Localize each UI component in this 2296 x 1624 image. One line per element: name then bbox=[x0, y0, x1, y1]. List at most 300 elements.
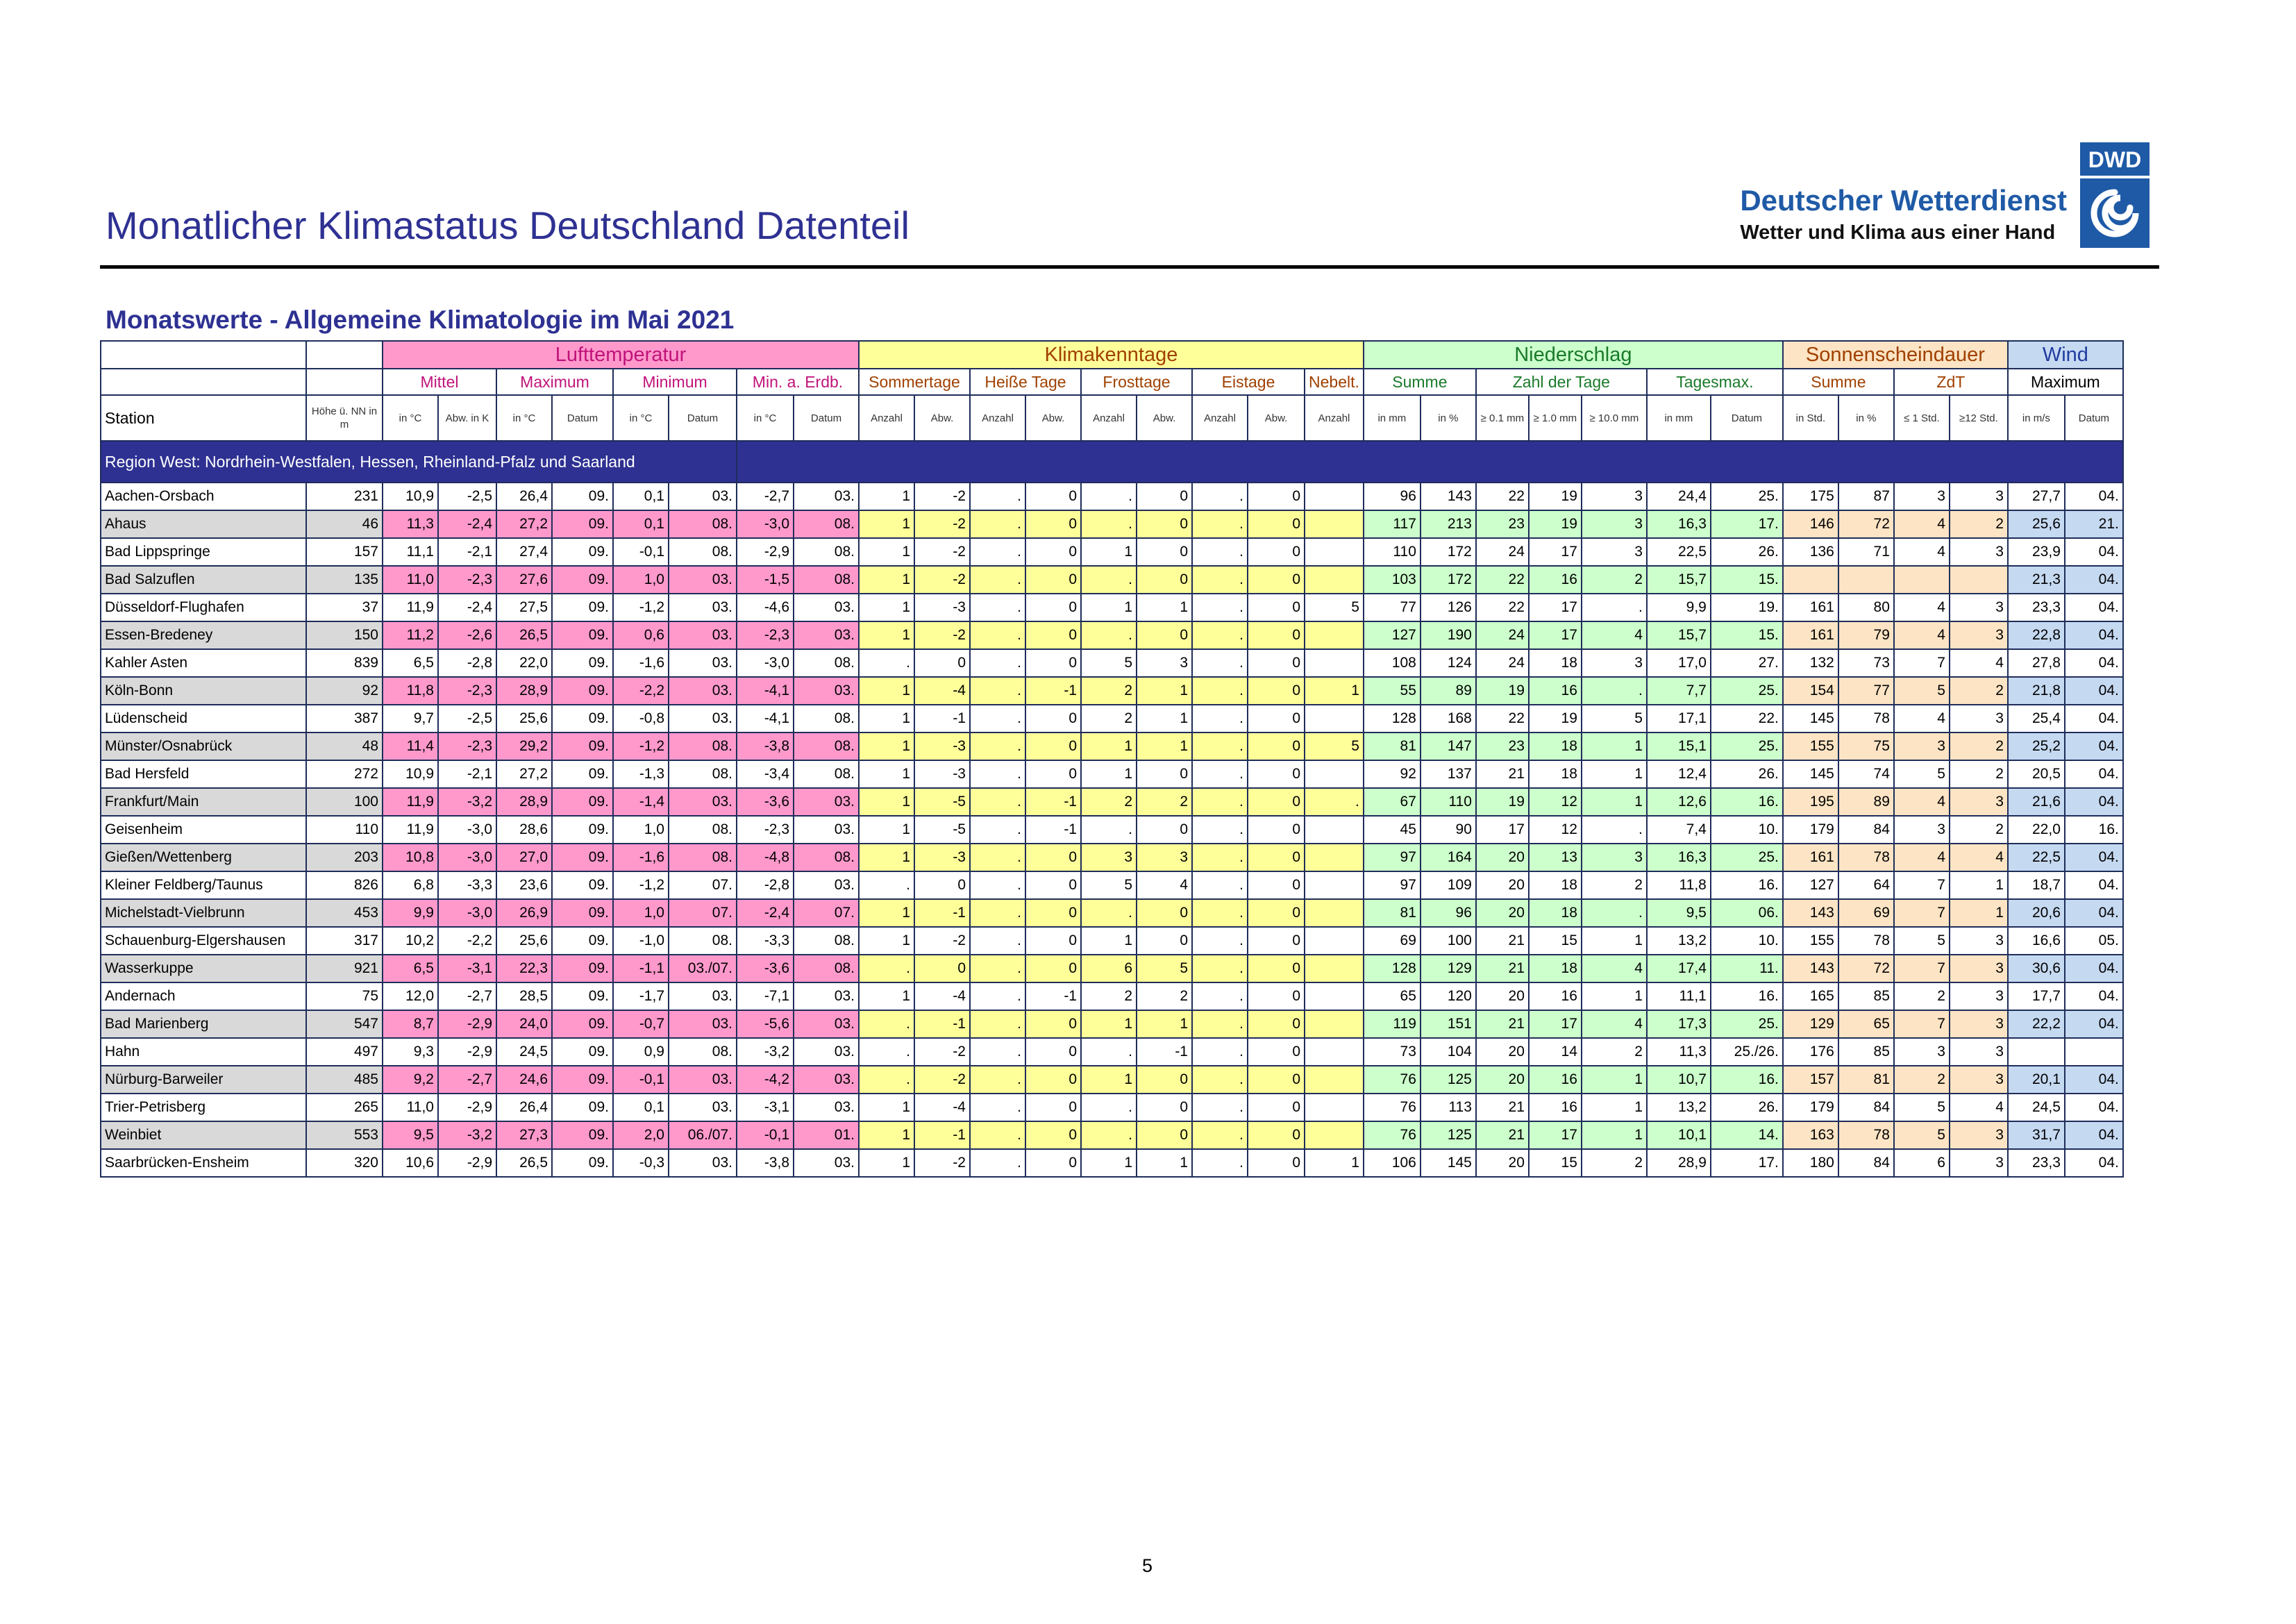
table-cell: 04. bbox=[2065, 649, 2123, 677]
table-cell: 89 bbox=[1421, 677, 1476, 705]
table-cell: 161 bbox=[1783, 621, 1838, 649]
table-cell: 0 bbox=[1025, 1149, 1081, 1177]
table-cell bbox=[1305, 927, 1364, 955]
table-cell: 20 bbox=[1476, 844, 1529, 871]
table-cell: 25. bbox=[1711, 483, 1783, 510]
table-cell: -0,1 bbox=[613, 538, 669, 566]
table-cell: 1 bbox=[1582, 760, 1647, 788]
table-cell: 0 bbox=[1248, 899, 1305, 927]
table-cell: 3 bbox=[1582, 483, 1647, 510]
table-cell: . bbox=[1081, 899, 1137, 927]
dwd-logo-name: Deutscher Wetterdienst bbox=[1740, 184, 2067, 217]
table-cell: 26. bbox=[1711, 760, 1783, 788]
table-cell: -2,9 bbox=[438, 1094, 496, 1121]
table-cell: 03. bbox=[669, 1094, 737, 1121]
station-name: Trier-Petrisberg bbox=[101, 1094, 306, 1121]
table-cell: 4 bbox=[1950, 844, 2008, 871]
table-cell: 0 bbox=[1025, 844, 1081, 871]
station-name: Schauenburg-Elgershausen bbox=[101, 927, 306, 955]
table-cell: 17,4 bbox=[1647, 955, 1711, 982]
table-cell: -4 bbox=[914, 677, 970, 705]
table-cell: 0 bbox=[1248, 1066, 1305, 1094]
table-cell: -1,6 bbox=[613, 649, 669, 677]
table-row bbox=[101, 1094, 2123, 1121]
table-cell: 18 bbox=[1529, 760, 1582, 788]
table-cell: -1,5 bbox=[737, 566, 794, 594]
table-cell: 03. bbox=[794, 677, 859, 705]
table-cell: 145 bbox=[1421, 1149, 1476, 1177]
table-cell: 3 bbox=[1950, 538, 2008, 566]
table-cell: 07. bbox=[669, 871, 737, 899]
table-cell: 27,2 bbox=[496, 760, 552, 788]
table-cell: 17,0 bbox=[1647, 649, 1711, 677]
table-cell: 4 bbox=[1950, 1094, 2008, 1121]
unit-header: Anzahl bbox=[1081, 395, 1137, 441]
table-cell: 08. bbox=[794, 844, 859, 871]
table-cell: 12 bbox=[1529, 788, 1582, 816]
table-cell: . bbox=[970, 982, 1025, 1010]
table-cell: 08. bbox=[669, 844, 737, 871]
table-cell: . bbox=[859, 1038, 914, 1066]
table-row bbox=[101, 1038, 2123, 1066]
unit-header: ≥12 Std. bbox=[1950, 395, 2008, 441]
subheader-wind-maximum: Maximum bbox=[2008, 369, 2123, 395]
table-cell: -0,3 bbox=[613, 1149, 669, 1177]
table-cell: 16,3 bbox=[1647, 510, 1711, 538]
table-cell: 19. bbox=[1711, 594, 1783, 621]
table-cell: 190 bbox=[1421, 621, 1476, 649]
unit-header: ≥ 0.1 mm bbox=[1476, 395, 1529, 441]
table-cell: -2,6 bbox=[438, 621, 496, 649]
table-cell: 27,4 bbox=[496, 538, 552, 566]
table-cell: . bbox=[1305, 788, 1364, 816]
table-cell: . bbox=[1081, 510, 1137, 538]
table-cell: . bbox=[1192, 899, 1248, 927]
table-cell: 24,5 bbox=[496, 1038, 552, 1066]
table-cell: . bbox=[970, 816, 1025, 844]
table-cell: -1 bbox=[914, 899, 970, 927]
table-cell: 20,6 bbox=[2008, 899, 2065, 927]
table-cell: 2 bbox=[1950, 733, 2008, 760]
table-cell: -2,1 bbox=[438, 538, 496, 566]
table-cell: 04. bbox=[2065, 566, 2123, 594]
table-cell: 2 bbox=[1137, 982, 1192, 1010]
table-cell: 103 bbox=[1364, 566, 1421, 594]
table-cell: 23,3 bbox=[2008, 594, 2065, 621]
table-cell: 22 bbox=[1476, 566, 1529, 594]
table-cell: 4 bbox=[1137, 871, 1192, 899]
table-cell: 10,6 bbox=[383, 1149, 438, 1177]
table-cell: . bbox=[1081, 1038, 1137, 1066]
table-cell: 0 bbox=[1025, 899, 1081, 927]
table-cell: 3 bbox=[1950, 1010, 2008, 1038]
subheader-eistage: Eistage bbox=[1192, 369, 1305, 395]
subheader-nebeltage: Nebelt. bbox=[1305, 369, 1364, 395]
table-cell: . bbox=[1192, 677, 1248, 705]
table-cell: 03. bbox=[794, 621, 859, 649]
table-cell: 0 bbox=[1248, 871, 1305, 899]
table-cell: . bbox=[970, 927, 1025, 955]
table-cell: 96 bbox=[1364, 483, 1421, 510]
table-cell: 4 bbox=[1894, 538, 1950, 566]
header-rule bbox=[100, 265, 2159, 269]
table-cell bbox=[1305, 760, 1364, 788]
table-cell: 24,6 bbox=[496, 1066, 552, 1094]
table-cell: 0 bbox=[1137, 760, 1192, 788]
table-cell: 25,6 bbox=[496, 705, 552, 733]
table-cell: 0 bbox=[1025, 955, 1081, 982]
table-cell: 89 bbox=[1838, 788, 1894, 816]
table-cell: . bbox=[1192, 538, 1248, 566]
station-name: Kleiner Feldberg/Taunus bbox=[101, 871, 306, 899]
table-cell: 15. bbox=[1711, 621, 1783, 649]
table-cell: 11,4 bbox=[383, 733, 438, 760]
table-cell: 21 bbox=[1476, 1121, 1529, 1149]
table-cell: -2,2 bbox=[438, 927, 496, 955]
table-cell: 0 bbox=[1025, 649, 1081, 677]
table-cell: -3,2 bbox=[737, 1038, 794, 1066]
table-cell: 26,4 bbox=[496, 1094, 552, 1121]
table-cell: 07. bbox=[794, 899, 859, 927]
table-cell: 84 bbox=[1838, 1149, 1894, 1177]
table-cell: 15,1 bbox=[1647, 733, 1711, 760]
station-name: Essen-Bredeney bbox=[101, 621, 306, 649]
station-altitude: 92 bbox=[306, 677, 383, 705]
table-cell: 128 bbox=[1364, 955, 1421, 982]
table-cell: 176 bbox=[1783, 1038, 1838, 1066]
table-cell: 1 bbox=[1582, 1094, 1647, 1121]
table-cell: 18 bbox=[1529, 899, 1582, 927]
table-cell: 10,9 bbox=[383, 760, 438, 788]
table-cell: 1 bbox=[859, 677, 914, 705]
table-cell: 03. bbox=[669, 1149, 737, 1177]
table-cell: 4 bbox=[1582, 621, 1647, 649]
table-cell: 17 bbox=[1529, 621, 1582, 649]
table-cell: 03. bbox=[669, 621, 737, 649]
table-cell: -3,1 bbox=[438, 955, 496, 982]
station-name: Frankfurt/Main bbox=[101, 788, 306, 816]
table-cell: 78 bbox=[1838, 1121, 1894, 1149]
unit-header: in °C bbox=[613, 395, 669, 441]
unit-header: Abw. bbox=[1137, 395, 1192, 441]
station-altitude: 547 bbox=[306, 1010, 383, 1038]
station-name: Michelstadt-Vielbrunn bbox=[101, 899, 306, 927]
table-cell: 9,7 bbox=[383, 705, 438, 733]
table-cell: 03. bbox=[794, 788, 859, 816]
table-cell: 25. bbox=[1711, 733, 1783, 760]
unit-row bbox=[101, 395, 2123, 441]
table-cell: 09. bbox=[552, 483, 613, 510]
table-cell: 132 bbox=[1783, 649, 1838, 677]
table-cell: 1 bbox=[859, 594, 914, 621]
table-cell: 3 bbox=[1582, 844, 1647, 871]
table-cell: -3,2 bbox=[438, 788, 496, 816]
table-cell: 0 bbox=[1025, 621, 1081, 649]
table-cell: 26,5 bbox=[496, 621, 552, 649]
table-row bbox=[101, 621, 2123, 649]
table-cell: -3 bbox=[914, 844, 970, 871]
table-cell: 110 bbox=[1364, 538, 1421, 566]
table-cell: -3,8 bbox=[737, 733, 794, 760]
table-cell: -7,1 bbox=[737, 982, 794, 1010]
table-cell: 09. bbox=[552, 649, 613, 677]
table-cell: 04. bbox=[2065, 538, 2123, 566]
table-cell: -2,9 bbox=[438, 1010, 496, 1038]
table-cell: 04. bbox=[2065, 705, 2123, 733]
table-cell: 2 bbox=[1137, 788, 1192, 816]
table-cell: 81 bbox=[1364, 733, 1421, 760]
table-cell: 3 bbox=[1950, 594, 2008, 621]
table-cell: 0 bbox=[1248, 760, 1305, 788]
table-cell: 22. bbox=[1711, 705, 1783, 733]
table-cell: 1 bbox=[1582, 1121, 1647, 1149]
table-cell: . bbox=[1192, 1094, 1248, 1121]
table-cell: 04. bbox=[2065, 1149, 2123, 1177]
station-name: Nürburg-Barweiler bbox=[101, 1066, 306, 1094]
table-cell: 28,6 bbox=[496, 816, 552, 844]
station-altitude: 272 bbox=[306, 760, 383, 788]
table-cell: 5 bbox=[1894, 927, 1950, 955]
unit-header: ≤ 1 Std. bbox=[1894, 395, 1950, 441]
table-cell: 3 bbox=[1950, 955, 2008, 982]
table-cell: . bbox=[1192, 733, 1248, 760]
table-cell: 1 bbox=[1582, 1066, 1647, 1094]
station-header: Station bbox=[101, 395, 306, 441]
table-cell: 14 bbox=[1529, 1038, 1582, 1066]
table-cell: 146 bbox=[1783, 510, 1838, 538]
table-cell: -2,9 bbox=[737, 538, 794, 566]
table-cell: 09. bbox=[552, 1038, 613, 1066]
table-cell: 19 bbox=[1529, 483, 1582, 510]
table-cell: . bbox=[1081, 1094, 1137, 1121]
dwd-logo-icon bbox=[2080, 142, 2150, 248]
region-fill bbox=[737, 441, 2123, 483]
table-cell: 04. bbox=[2065, 1066, 2123, 1094]
table-cell: 108 bbox=[1364, 649, 1421, 677]
region-label: Region West: Nordrhein-Westfalen, Hessen, Rheinland-Pfalz und Saarland bbox=[101, 441, 737, 483]
table-cell: -4 bbox=[914, 982, 970, 1010]
table-cell: 1 bbox=[1081, 733, 1137, 760]
climate-table-wrapper bbox=[100, 340, 2124, 1178]
table-cell: 19 bbox=[1529, 510, 1582, 538]
table-cell: 19 bbox=[1476, 677, 1529, 705]
table-cell: 213 bbox=[1421, 510, 1476, 538]
table-row bbox=[101, 844, 2123, 871]
table-cell: -2,3 bbox=[438, 733, 496, 760]
table-cell: 18 bbox=[1529, 871, 1582, 899]
table-cell: -4,2 bbox=[737, 1066, 794, 1094]
table-cell: 109 bbox=[1421, 871, 1476, 899]
table-cell: . bbox=[1192, 1149, 1248, 1177]
table-cell: 3 bbox=[1582, 510, 1647, 538]
table-cell: 28,9 bbox=[496, 788, 552, 816]
table-cell: 1 bbox=[1582, 733, 1647, 760]
table-cell: 3 bbox=[1950, 483, 2008, 510]
unit-header: in % bbox=[1838, 395, 1894, 441]
table-cell: 2 bbox=[1950, 677, 2008, 705]
table-cell: 165 bbox=[1783, 982, 1838, 1010]
table-cell: 08. bbox=[794, 760, 859, 788]
table-cell: -2,1 bbox=[438, 760, 496, 788]
table-cell: 01. bbox=[794, 1121, 859, 1149]
unit-header: in °C bbox=[383, 395, 438, 441]
station-name: Bad Lippspringe bbox=[101, 538, 306, 566]
table-cell: 2 bbox=[1894, 1066, 1950, 1094]
table-cell: . bbox=[1192, 982, 1248, 1010]
table-cell: 03. bbox=[794, 594, 859, 621]
unit-header: Datum bbox=[1711, 395, 1783, 441]
table-cell: 69 bbox=[1364, 927, 1421, 955]
table-cell: 1 bbox=[859, 899, 914, 927]
table-cell: 72 bbox=[1838, 510, 1894, 538]
station-name: Andernach bbox=[101, 982, 306, 1010]
table-cell: -2,7 bbox=[438, 1066, 496, 1094]
station-altitude: 553 bbox=[306, 1121, 383, 1149]
table-cell: 29,2 bbox=[496, 733, 552, 760]
table-cell: 09. bbox=[552, 566, 613, 594]
table-cell: 4 bbox=[1894, 594, 1950, 621]
table-cell: 104 bbox=[1421, 1038, 1476, 1066]
table-cell: 168 bbox=[1421, 705, 1476, 733]
table-cell: 2 bbox=[1950, 510, 2008, 538]
table-cell: . bbox=[1582, 816, 1647, 844]
table-cell: 9,2 bbox=[383, 1066, 438, 1094]
table-cell: 0 bbox=[1025, 538, 1081, 566]
table-cell: 23 bbox=[1476, 733, 1529, 760]
table-cell: 7,4 bbox=[1647, 816, 1711, 844]
table-cell: 25,2 bbox=[2008, 733, 2065, 760]
table-cell: 0 bbox=[1025, 594, 1081, 621]
table-cell: 09. bbox=[552, 1149, 613, 1177]
table-cell: 0,1 bbox=[613, 483, 669, 510]
table-cell: . bbox=[970, 1066, 1025, 1094]
unit-header: Abw. bbox=[1248, 395, 1305, 441]
table-cell: 09. bbox=[552, 871, 613, 899]
table-cell: 96 bbox=[1421, 899, 1476, 927]
station-altitude: 497 bbox=[306, 1038, 383, 1066]
table-cell: 09. bbox=[552, 816, 613, 844]
table-cell: 08. bbox=[794, 733, 859, 760]
table-cell: 6 bbox=[1894, 1149, 1950, 1177]
table-cell: -3,6 bbox=[737, 788, 794, 816]
table-cell: 22,5 bbox=[2008, 844, 2065, 871]
table-cell: 0 bbox=[1137, 510, 1192, 538]
table-cell: -4,8 bbox=[737, 844, 794, 871]
table-cell: 1 bbox=[1081, 594, 1137, 621]
table-cell: 0 bbox=[1137, 1121, 1192, 1149]
station-name: Bad Salzuflen bbox=[101, 566, 306, 594]
station-altitude: 265 bbox=[306, 1094, 383, 1121]
table-cell: 21 bbox=[1476, 1094, 1529, 1121]
station-altitude: 839 bbox=[306, 649, 383, 677]
table-cell: 27,5 bbox=[496, 594, 552, 621]
table-cell: . bbox=[1081, 1121, 1137, 1149]
table-cell: 11. bbox=[1711, 955, 1783, 982]
table-cell: 72 bbox=[1838, 955, 1894, 982]
station-name: Bad Marienberg bbox=[101, 1010, 306, 1038]
table-cell: 19 bbox=[1476, 788, 1529, 816]
dwd-logo-tagline: Wetter und Klima aus einer Hand bbox=[1740, 221, 2056, 244]
table-cell: . bbox=[1192, 566, 1248, 594]
table-cell: 1 bbox=[1137, 1010, 1192, 1038]
table-cell: 6,5 bbox=[383, 649, 438, 677]
table-cell: -1 bbox=[914, 705, 970, 733]
table-cell: 03. bbox=[794, 1038, 859, 1066]
table-cell: -0,1 bbox=[737, 1121, 794, 1149]
subheader-minimum: Minimum bbox=[613, 369, 737, 395]
table-cell: 22,8 bbox=[2008, 621, 2065, 649]
table-cell: 179 bbox=[1783, 816, 1838, 844]
table-cell: . bbox=[1192, 871, 1248, 899]
table-cell: 03. bbox=[794, 1149, 859, 1177]
table-cell: 17,3 bbox=[1647, 1010, 1711, 1038]
table-cell: -3,4 bbox=[737, 760, 794, 788]
table-cell: . bbox=[970, 538, 1025, 566]
group-header-row bbox=[101, 341, 2123, 369]
group-sonnenscheindauer: Sonnenscheindauer bbox=[1783, 341, 2008, 369]
table-cell: 9,9 bbox=[1647, 594, 1711, 621]
station-altitude: 150 bbox=[306, 621, 383, 649]
table-cell: 2,0 bbox=[613, 1121, 669, 1149]
table-cell: 136 bbox=[1783, 538, 1838, 566]
table-cell: 0 bbox=[1025, 705, 1081, 733]
station-name: Lüdenscheid bbox=[101, 705, 306, 733]
table-cell: 11,9 bbox=[383, 816, 438, 844]
table-cell: 4 bbox=[1582, 955, 1647, 982]
table-cell: 1 bbox=[859, 705, 914, 733]
table-cell: . bbox=[1192, 510, 1248, 538]
table-cell bbox=[1305, 1038, 1364, 1066]
unit-header: in mm bbox=[1364, 395, 1421, 441]
table-cell: 74 bbox=[1838, 760, 1894, 788]
table-cell: 0 bbox=[1025, 1094, 1081, 1121]
table-row bbox=[101, 816, 2123, 844]
table-cell: 04. bbox=[2065, 1121, 2123, 1149]
table-cell: 09. bbox=[552, 677, 613, 705]
table-cell: 5 bbox=[1081, 871, 1137, 899]
table-row bbox=[101, 677, 2123, 705]
station-name: Bad Hersfeld bbox=[101, 760, 306, 788]
table-cell: 09. bbox=[552, 1066, 613, 1094]
unit-header: in °C bbox=[496, 395, 552, 441]
table-cell: 100 bbox=[1421, 927, 1476, 955]
station-altitude: 75 bbox=[306, 982, 383, 1010]
table-cell: 0 bbox=[1137, 483, 1192, 510]
unit-header: Anzahl bbox=[859, 395, 914, 441]
table-cell: 0 bbox=[1137, 816, 1192, 844]
table-cell: 16,3 bbox=[1647, 844, 1711, 871]
table-cell: 12,4 bbox=[1647, 760, 1711, 788]
table-cell: 21 bbox=[1476, 927, 1529, 955]
table-cell: 1 bbox=[1081, 927, 1137, 955]
table-cell: 0 bbox=[1248, 705, 1305, 733]
table-cell: 0 bbox=[1248, 955, 1305, 982]
table-cell: 3 bbox=[1950, 1038, 2008, 1066]
table-cell: 08. bbox=[669, 760, 737, 788]
table-cell: -3 bbox=[914, 733, 970, 760]
table-cell: 0 bbox=[1137, 1094, 1192, 1121]
table-cell: 7 bbox=[1894, 1010, 1950, 1038]
table-cell: 1 bbox=[1137, 705, 1192, 733]
table-cell: -2,3 bbox=[737, 816, 794, 844]
table-cell: 0 bbox=[1248, 594, 1305, 621]
unit-header: Anzahl bbox=[1192, 395, 1248, 441]
table-cell: . bbox=[1192, 1121, 1248, 1149]
unit-header: Datum bbox=[552, 395, 613, 441]
table-cell: 08. bbox=[669, 927, 737, 955]
table-cell: 180 bbox=[1783, 1149, 1838, 1177]
table-cell: 1 bbox=[859, 538, 914, 566]
